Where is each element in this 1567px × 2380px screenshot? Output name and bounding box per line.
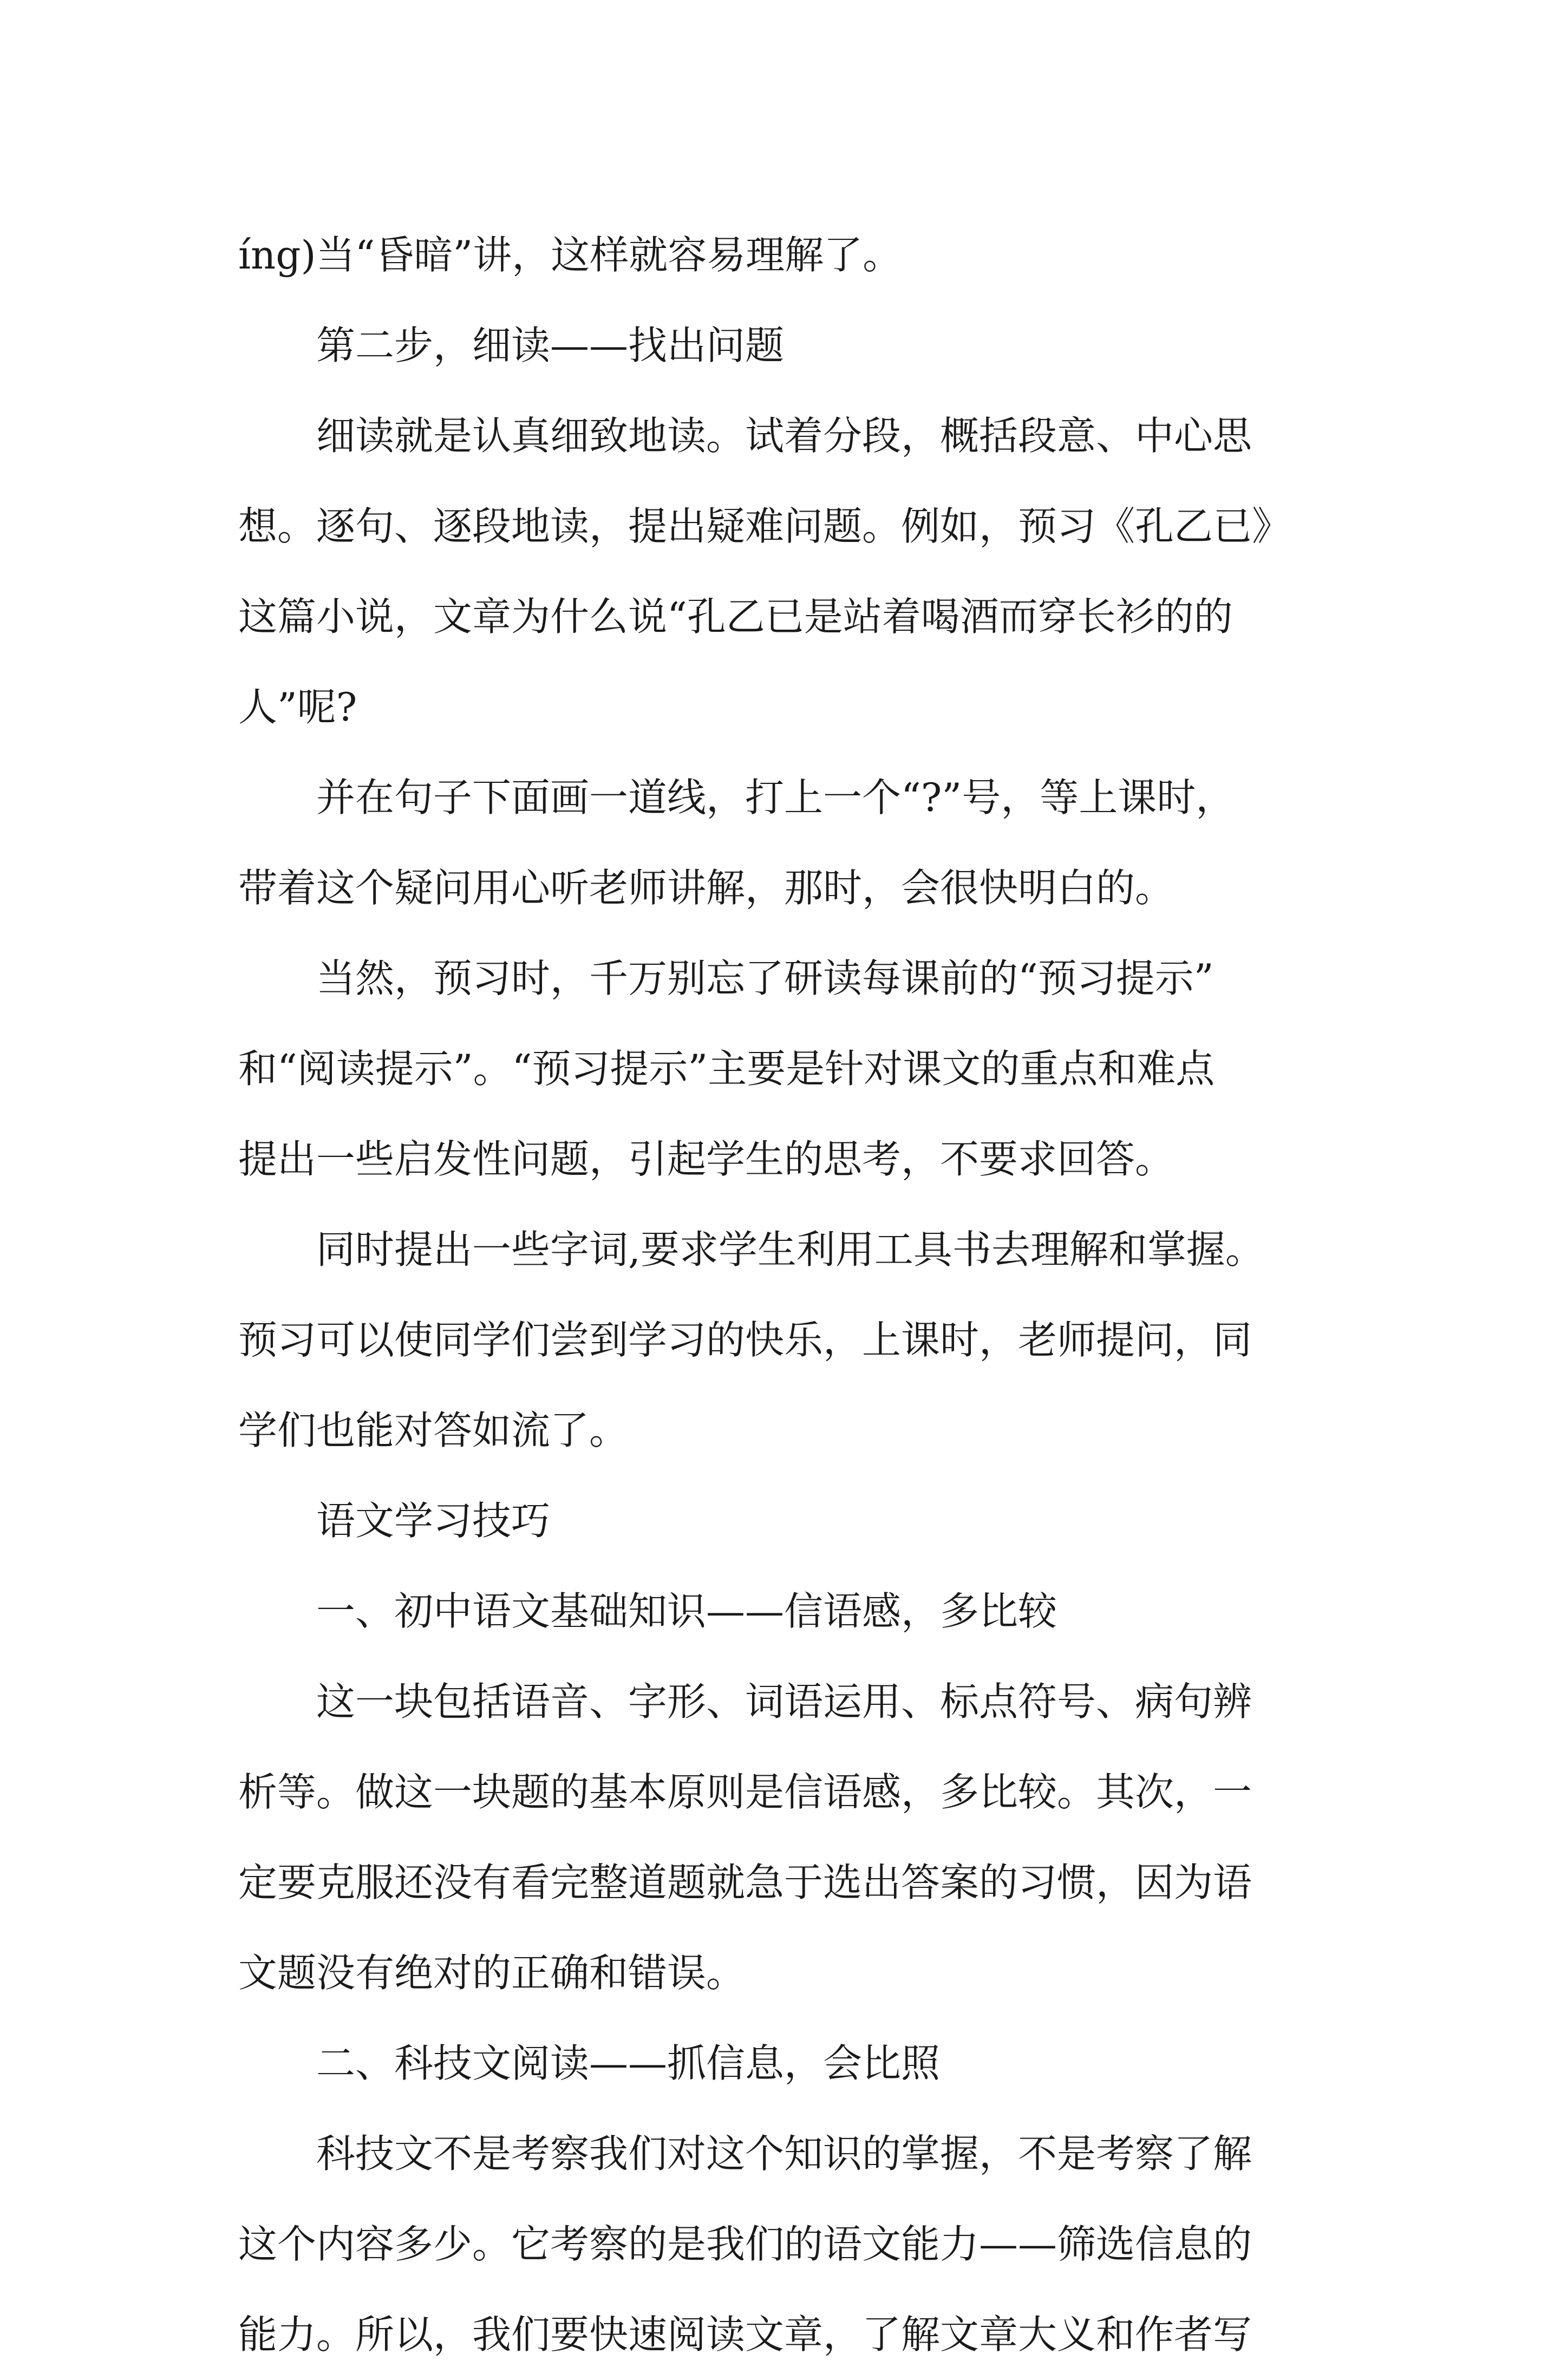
document-body bbox=[238, 210, 1343, 2380]
paragraph-line: 预习可以使同学们尝到学习的快乐，上课时，老师提问，同 bbox=[238, 1317, 1252, 1363]
paragraph-line: 细读就是认真细致地读。试着分段，概括段意、中心思 bbox=[316, 413, 1252, 459]
paragraph-line: 人”呢? bbox=[238, 684, 357, 730]
paragraph-line: 科技文不是考察我们对这个知识的掌握，不是考察了解 bbox=[316, 2131, 1252, 2176]
text-line-continuation: íng)当“昏暗”讲，这样就容易理解了。 bbox=[238, 232, 902, 278]
paragraph-line: 定要克服还没有看完整道题就急于选出答案的习惯，因为语 bbox=[238, 1860, 1252, 1905]
paragraph-line: 当然，预习时，千万别忘了研读每课前的“预习提示” bbox=[316, 956, 1214, 1001]
section-heading-part-one: 一、初中语文基础知识——信语感，多比较 bbox=[316, 1588, 1057, 1634]
paragraph-line: 提出一些启发性问题，引起学生的思考，不要求回答。 bbox=[238, 1136, 1174, 1182]
section-heading-part-two: 二、科技文阅读——抓信息，会比照 bbox=[316, 2041, 941, 2086]
paragraph-line: 这个内容多少。它考察的是我们的语文能力——筛选信息的 bbox=[238, 2221, 1252, 2267]
section-heading-step-two: 第二步，细读——找出问题 bbox=[316, 323, 785, 368]
paragraph-line: 想。逐句、逐段地读，提出疑难问题。例如，预习《孔乙已》 bbox=[238, 504, 1291, 549]
paragraph-line: 析等。做这一块题的基本原则是信语感，多比较。其次，一 bbox=[238, 1769, 1252, 1815]
section-heading-techniques: 语文学习技巧 bbox=[316, 1498, 551, 1544]
paragraph-line: 带着这个疑问用心听老师讲解，那时，会很快明白的。 bbox=[238, 865, 1174, 911]
paragraph-line: 这一块包括语音、字形、词语运用、标点符号、病句辨 bbox=[316, 1679, 1252, 1724]
paragraph-line: 同时提出一些字词,要求学生利用工具书去理解和掌握。 bbox=[316, 1227, 1264, 1272]
paragraph-line: 文题没有绝对的正确和错误。 bbox=[238, 1950, 746, 1996]
paragraph-line: 和“阅读提示”。“预习提示”主要是针对课文的重点和难点 bbox=[238, 1046, 1215, 1091]
paragraph-line: 能力。所以，我们要快速阅读文章，了解文章大义和作者写 bbox=[238, 2312, 1252, 2357]
paragraph-line: 学们也能对答如流了。 bbox=[238, 1408, 629, 1453]
paragraph-line: 这篇小说，文章为什么说“孔乙已是站着喝酒而穿长衫的的 bbox=[238, 594, 1233, 639]
paragraph-line: 并在句子下面画一道线，打上一个“?”号，等上课时， bbox=[316, 775, 1235, 820]
